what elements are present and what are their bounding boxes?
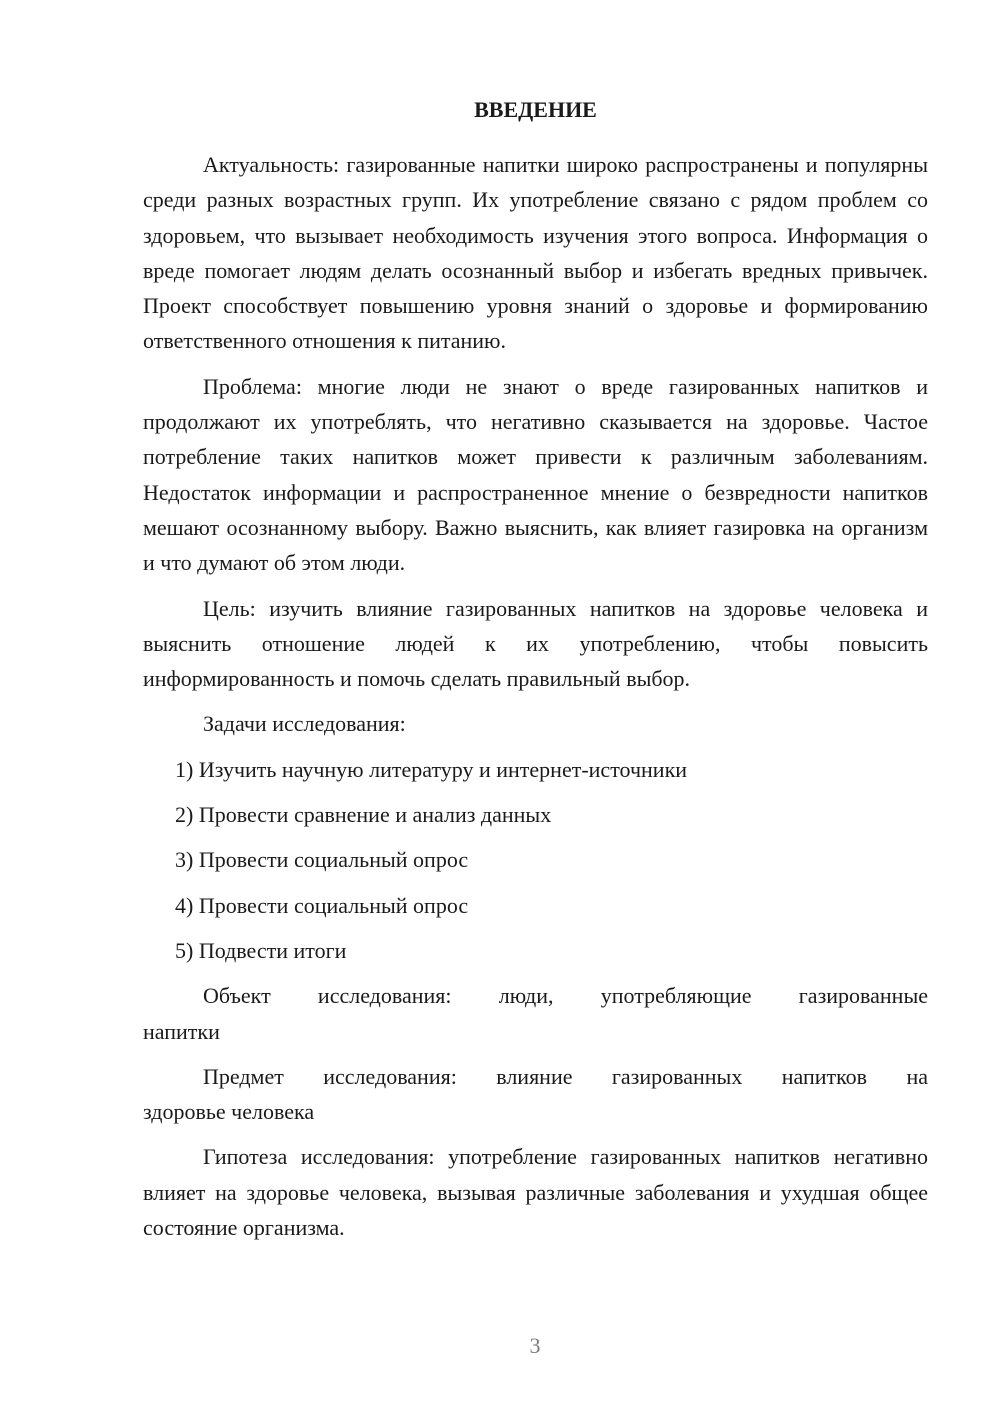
document-page (143, 92, 928, 1255)
hypothesis-paragraph: Гипотеза исследования: употребление газированных напитков негативно влияет на здоровье человека, вызывая различные заболевания и ухудшая общее состояние организма. (143, 1144, 928, 1241)
goal-paragraph: Цель: изучить влияние газированных напитков на здоровье человека и выяснить отношение людей к их употреблению, чтобы повысить информированность и помочь сделать правильный выбор. (143, 595, 928, 692)
list-item: 1) Изучить научную литературу и интернет-источники (175, 756, 688, 782)
list-item: 4) Провести социальный опрос (175, 892, 469, 918)
list-item: 2) Провести сравнение и анализ данных (175, 802, 552, 828)
relevance-paragraph: Актуальность: газированные напитки широко распространены и популярны среди разных возрастных групп. Их употребление связано с рядом проблем со здоровьем, что вызывает необходимость изучения этого вопроса. Информация о вреде помогает людям делать осознанный выбор и избегать вредных привычек. Проект способствует повышению уровня знаний о здоровье и формированию ответственного отношения к питанию. (143, 152, 928, 354)
subject-line: Предмет исследования: влияние газированных напитков на (203, 1063, 928, 1089)
page-title: ВВЕДЕНИЕ (474, 97, 597, 122)
task-list (143, 752, 928, 968)
list-item: 3) Провести социальный опрос (175, 847, 469, 873)
object-paragraph (143, 978, 928, 1049)
page-number: 3 (529, 1333, 541, 1358)
object-line: Объект исследования: люди, употребляющие газированные (203, 983, 928, 1009)
list-item: 5) Подвести итоги (175, 937, 347, 963)
subject-line: здоровье человека (143, 1099, 315, 1125)
tasks-heading: Задачи исследования: (203, 711, 406, 737)
problem-paragraph: Проблема: многие люди не знают о вреде газированных напитков и продолжают их употреблять, что негативно сказывается на здоровье. Частое потребление таких напитков может привести к различным заболеваниям. Недостаток информации и распространенное мнение о безвредности напитков мешают осознанному выбору. Важно выяснить, как влияет газировка на организм и что думают об этом люди. (143, 373, 928, 576)
object-line: напитки (143, 1018, 220, 1044)
subject-paragraph (143, 1059, 928, 1130)
